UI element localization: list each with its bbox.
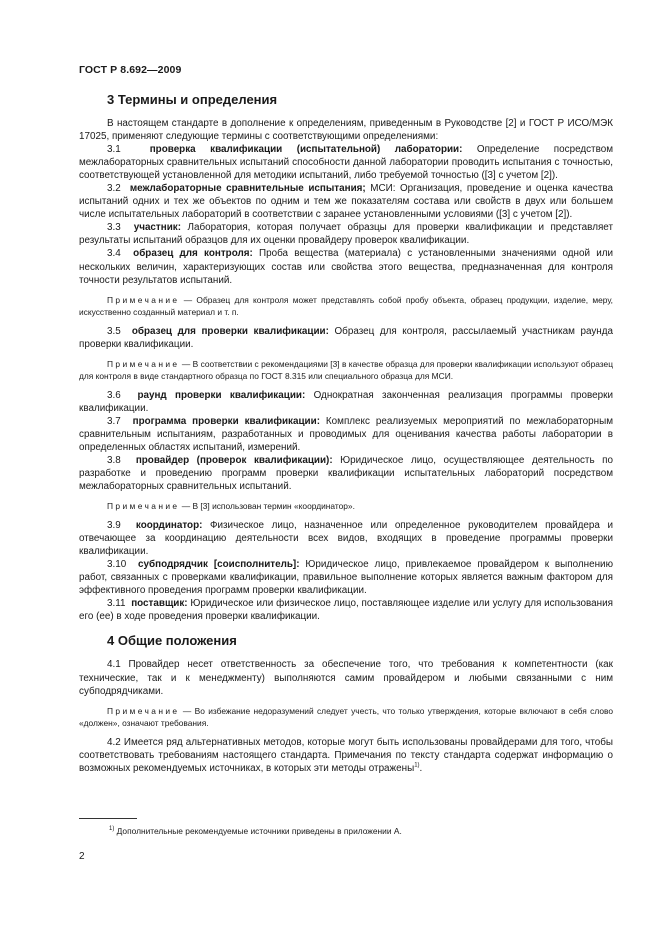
- term-number: 3.10: [107, 559, 127, 571]
- term-definition: Юридическое или физическое лицо, поставляющее изделие или услугу для использования его (ее) в ходе проведения проверки квалификации.: [79, 598, 613, 623]
- paragraph-4-2: [79, 736, 613, 775]
- footnote: [79, 825, 613, 837]
- term-3-4: [79, 247, 613, 286]
- term-3-6: [79, 389, 613, 415]
- document-header: ГОСТ Р 8.692—2009: [79, 64, 182, 76]
- term-definition: Комплекс реализуемых мероприятий по межлабораторным сравнительным испытаниям, разработанных и проводимых для оценивания качества работы лаборатории в определенных областях испытаний, измерений.: [79, 415, 613, 453]
- term-definition: Юридическое лицо, привлекаемое провайдером к выполнению работ, связанных с проверками квалификации, правильное выполнение которых является важным фактором для эффективного проведения программ проверки квалификации.: [79, 559, 613, 597]
- term-name: образец для проверки квалификации:: [131, 325, 329, 337]
- term-number: 3.5: [107, 325, 121, 337]
- term-3-7: [79, 415, 613, 454]
- term-3-1: [79, 143, 613, 182]
- note-label: Примечание: [107, 501, 180, 512]
- term-name: межлабораторные сравнительные испытания;: [129, 183, 366, 195]
- term-number: 3.4: [107, 248, 121, 260]
- term-name: проверка квалификации (испытательной) лаборатории:: [149, 144, 463, 156]
- term-number: 3.6: [107, 389, 121, 401]
- page-content: [79, 92, 613, 775]
- note-3-8: [79, 500, 613, 512]
- note-text: — В [3] использован термин «координатор».: [179, 501, 355, 512]
- term-name: координатор:: [135, 520, 203, 532]
- term-definition: Образец для контроля, рассылаемый участникам раунда проверки квалификации.: [79, 325, 613, 350]
- section-3-title: 3 Термины и определения: [107, 92, 278, 107]
- note-text: — Образец для контроля может представлять собой пробу объекта, образец продукции, изделие, меру, искусственно созданный материал и т. п.: [79, 294, 613, 317]
- section-4-title: 4 Общие положения: [107, 633, 237, 649]
- section-3-intro: В настоящем стандарте в дополнение к определениям, приведенным в Руководстве [2] и ГОСТ Р ИСО/МЭК 17025, применяют следующие термины с соответствующими определениями:: [79, 118, 613, 143]
- term-3-2: [79, 182, 613, 221]
- term-number: 3.11: [107, 598, 126, 610]
- note-3-4: [79, 294, 613, 318]
- term-number: 3.9: [107, 520, 121, 532]
- term-name: программа проверки квалификации:: [132, 415, 320, 427]
- term-definition: Проба вещества (материала) с установленными значениями одной или нескольких величин, характеризующих состав или свойства этого вещества, предназначенная для контроля точности результатов испытаний.: [79, 248, 613, 286]
- term-name: поставщик:: [131, 598, 188, 610]
- paragraph-number: 4.2: [107, 736, 121, 748]
- note-text: — В соответствии с рекомендациями [3] в качестве образца для проверки квалификации используют образец для контроля в виде стандартного образца по ГОСТ 8.315 или специального образца для МСИ.: [79, 358, 613, 381]
- footnote-text: Дополнительные рекомендуемые источники приведены в приложении А.: [114, 826, 402, 836]
- term-alt-name: [соисполнитель]:: [207, 559, 300, 571]
- term-number: 3.7: [107, 415, 121, 427]
- term-3-10: [79, 558, 613, 597]
- footnote-ref[interactable]: 1): [414, 762, 420, 769]
- term-number: 3.1: [107, 144, 121, 156]
- footnote-mark: 1): [109, 826, 115, 833]
- paragraph-number: 4.1: [107, 659, 121, 671]
- note-3-5: [79, 358, 613, 382]
- term-3-3: [79, 221, 613, 247]
- term-3-5: [79, 325, 613, 351]
- term-name: провайдер (проверок квалификации):: [135, 454, 333, 466]
- term-definition: Юридическое лицо, осуществляющее деятельность по разработке и проведению программ проверки квалификации испытательных лабораторий посредством межлабораторных сравнительных испытаний.: [79, 454, 613, 493]
- term-definition: МСИ: Организация, проведение и оценка качества испытаний одних и тех же объектов по одним и тем же показателям состава или свойств в двух или большем числе испытательных лабораторий в соответствии с заранее установленными условиями ([3] с учетом [2]).: [79, 183, 613, 221]
- term-number: 3.2: [107, 183, 121, 195]
- footnote-divider: [79, 818, 137, 819]
- term-3-8: [79, 454, 613, 493]
- term-definition: Лаборатория, которая получает образцы для проверки квалификации и представляет результаты испытаний образцов для их оценки провайдеру проверок квалификации.: [79, 222, 613, 247]
- term-3-11: [79, 597, 613, 623]
- note-text: — Во избежание недоразумений следует учесть, что только утверждения, которые включают в себя слово «должен», означают требования.: [79, 705, 613, 728]
- term-definition: Однократная законченная реализация программы проверки квалификации.: [79, 389, 613, 414]
- term-name: образец для контроля:: [133, 248, 253, 260]
- term-name: раунд проверки квалификации:: [137, 389, 306, 401]
- note-label: Примечание: [107, 358, 180, 369]
- term-number: 3.3: [107, 222, 121, 234]
- term-number: 3.8: [107, 454, 121, 466]
- term-name: субподрядчик: [138, 559, 208, 571]
- term-definition: Физическое лицо, назначенное или определенное руководителем провайдера и отвечающее за координацию деятельности всех видов, входящих в проведение программы проверки квалификации.: [79, 520, 613, 558]
- term-definition: Определение посредством межлабораторных сравнительных испытаний способности данной лаборатории проводить испытания с точностью, соответствующей установленной для методики испытаний, либо требуемой точностью ([3] с учетом [2]).: [79, 144, 613, 182]
- term-name: участник:: [133, 222, 182, 234]
- paragraph-end: .: [419, 762, 423, 774]
- note-label: Примечание: [107, 705, 180, 716]
- note-label: Примечание: [107, 294, 180, 305]
- paragraph-text: Провайдер несет ответственность за обеспечение того, что требования к компетентности (как технические, так и к менеджменту) выполняются самим провайдером и любыми связанными с ним субподрядчиками.: [79, 659, 613, 697]
- page-number: 2: [79, 851, 85, 862]
- note-4-1: [79, 705, 613, 729]
- paragraph-text: Имеется ряд альтернативных методов, которые могут быть использованы провайдерами для того, чтобы соответствовать требованиям настоящего стандарта. Примечания по тексту стандарта содержат информацию о возможных рекомендуемых источниках, в которых эти методы отражены: [79, 736, 613, 774]
- paragraph-4-1: [79, 658, 613, 697]
- term-3-9: [79, 519, 613, 558]
